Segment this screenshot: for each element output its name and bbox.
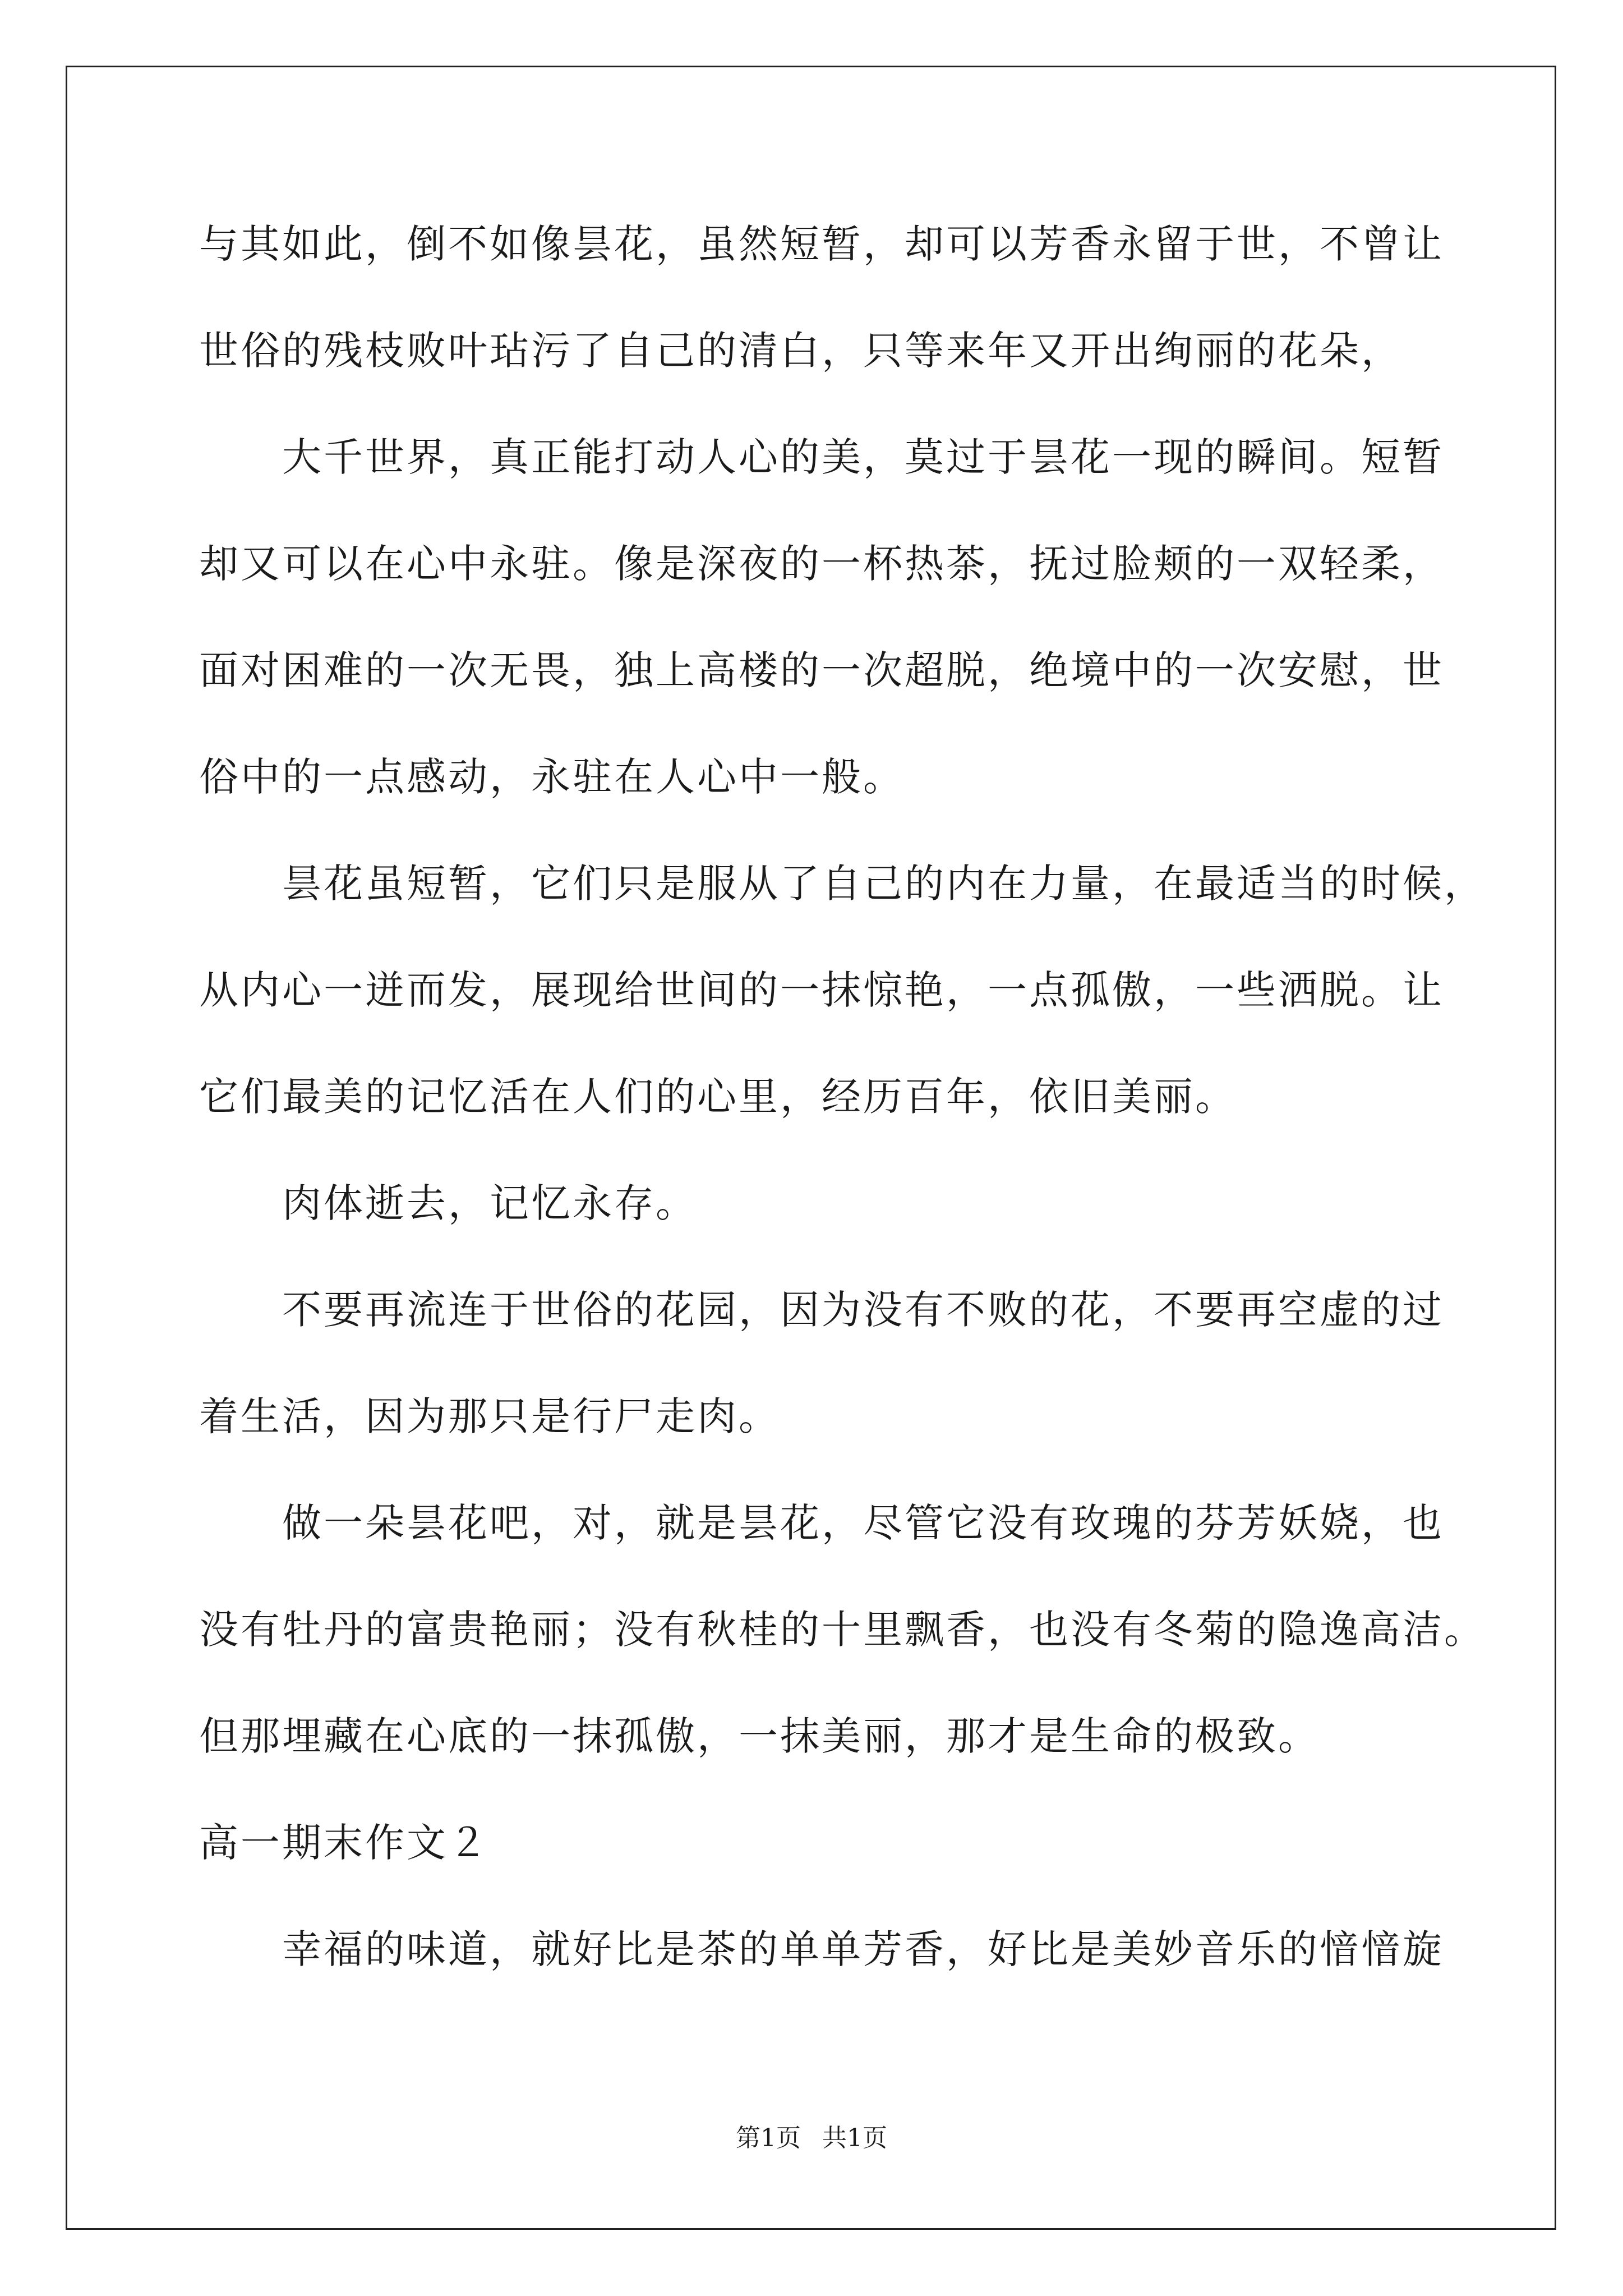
- text-line: 着生活，因为那只是行尸走肉。: [199, 1393, 780, 1439]
- text-line: 俗中的一点感动，永驻在人心中一般。: [199, 754, 905, 800]
- text-line: 没有牡丹的富贵艳丽；没有秋桂的十里飘香，也没有冬菊的隐逸高洁。: [199, 1607, 1486, 1653]
- text-line: 幸福的味道，就好比是茶的单单芳香，好比是美妙音乐的愔愔旋: [282, 1926, 1444, 1972]
- text-line: 从内心一迸而发，展现给世间的一抹惊艳，一点孤傲，一些洒脱。让: [199, 967, 1444, 1013]
- document-body: [199, 213, 1486, 2025]
- text-line: 昙花虽短暂，它们只是服从了自己的内在力量，在最适当的时候，: [282, 861, 1486, 907]
- text-line: 做一朵昙花吧，对，就是昙花，尽管它没有玫瑰的芬芳妖娆，也: [282, 1500, 1444, 1546]
- text-line: 世俗的残枝败叶玷污了自己的清白，只等来年又开出绚丽的花朵，: [199, 328, 1403, 374]
- text-line: 但那埋藏在心底的一抹孤傲，一抹美丽，那才是生命的极致。: [199, 1713, 1320, 1759]
- text-line: 却又可以在心中永驻。像是深夜的一杯热茶，抚过脸颊的一双轻柔，: [199, 541, 1444, 587]
- text-line: 不要再流连于世俗的花园，因为没有不败的花，不要再空虚的过: [282, 1287, 1444, 1333]
- page-number-footer: 第1页 共1页: [736, 2124, 887, 2152]
- text-line: 与其如此，倒不如像昙花，虽然短暂，却可以芳香永留于世，不曾让: [199, 221, 1444, 267]
- text-line: 肉体逝去，记忆永存。: [282, 1180, 697, 1226]
- text-line: 面对困难的一次无畏，独上高楼的一次超脱，绝境中的一次安慰，世: [199, 647, 1444, 693]
- text-line: 它们最美的记忆活在人们的心里，经历百年，依旧美丽。: [199, 1074, 1237, 1120]
- section-heading: 高一期末作文２: [199, 1820, 490, 1866]
- text-line: 大千世界，真正能打动人心的美，莫过于昙花一现的瞬间。短暂: [282, 434, 1444, 480]
